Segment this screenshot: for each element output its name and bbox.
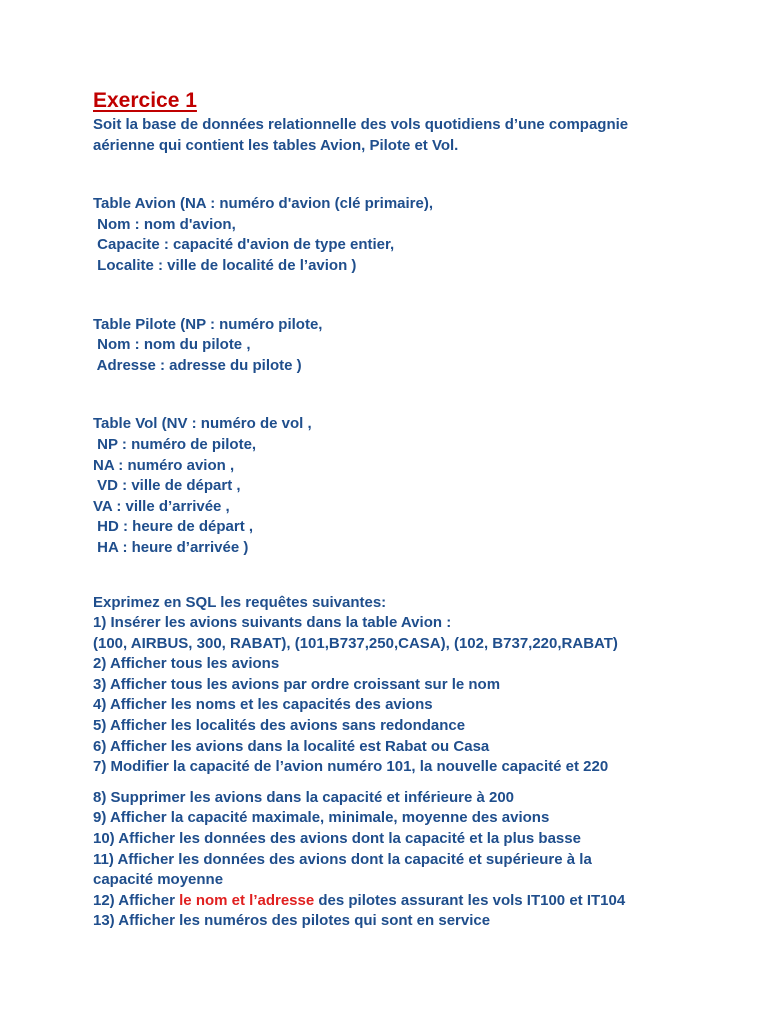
q12-before: 12) Afficher <box>93 891 180 909</box>
table-vol-line: HA : heure d’arrivée ) <box>93 538 249 556</box>
table-vol-line: NA : numéro avion , <box>93 456 235 474</box>
question-item: 5) Afficher les localités des avions sans redondance <box>93 717 466 735</box>
q12-highlight: le nom et l’adresse <box>179 891 315 909</box>
question-item: 2) Afficher tous les avions <box>93 655 280 673</box>
table-avion-line: Table Avion (NA : numéro d'avion (clé primaire), <box>93 195 434 213</box>
intro-line: Soit la base de données relationnelle des vols quotidiens d’une compagnie <box>93 116 629 133</box>
question-item: 7) Modifier la capacité de l’avion numéro 101, la nouvelle capacité et 220 <box>93 758 609 776</box>
question-item: 1) Insérer les avions suivants dans la table Avion : <box>93 614 452 632</box>
table-avion-line: Localite : ville de localité de l’avion ) <box>93 256 357 274</box>
table-vol-line: NP : numéro de pilote, <box>93 435 257 453</box>
intro-line: aérienne qui contient les tables Avion, Pilote et Vol. <box>93 136 459 154</box>
table-vol-line: VD : ville de départ , <box>93 477 241 495</box>
table-avion-line: Capacite : capacité d'avion de type entier, <box>93 236 395 254</box>
table-avion-line: Nom : nom d'avion, <box>93 215 236 233</box>
table-vol-line: VA : ville d’arrivée , <box>93 497 230 515</box>
question-item-13: 13) Afficher les numéros des pilotes qui sont en service <box>93 912 491 930</box>
exercise-content <box>93 88 733 932</box>
question-item: 10) Afficher les données des avions dont la capacité et la plus basse <box>93 830 581 848</box>
question-item: 3) Afficher tous les avions par ordre croissant sur le nom <box>93 675 501 693</box>
table-vol-line: HD : heure de départ , <box>93 518 254 536</box>
exercise-title: Exercice 1 <box>93 89 197 112</box>
question-item: (100, AIRBUS, 300, RABAT), (101,B737,250,CASA), (102, B737,220,RABAT) <box>93 634 618 652</box>
questions-heading: Exprimez en SQL les requêtes suivantes: <box>93 593 387 611</box>
question-item: capacité moyenne <box>93 871 224 889</box>
question-item-12 <box>93 891 733 912</box>
table-pilote-line: Table Pilote (NP : numéro pilote, <box>93 315 323 333</box>
q12-after: des pilotes assurant les vols IT100 et IT104 <box>314 891 626 909</box>
table-pilote-line: Nom : nom du pilote , <box>93 336 251 354</box>
question-item: 6) Afficher les avions dans la localité est Rabat ou Casa <box>93 737 490 755</box>
question-item: 4) Afficher les noms et les capacités des avions <box>93 696 433 714</box>
question-item: 11) Afficher les données des avions dont la capacité et supérieure à la <box>93 850 592 868</box>
table-pilote-line: Adresse : adresse du pilote ) <box>93 356 302 374</box>
question-item: 9) Afficher la capacité maximale, minimale, moyenne des avions <box>93 809 550 827</box>
question-item: 8) Supprimer les avions dans la capacité et inférieure à 200 <box>93 788 515 806</box>
table-vol-line: Table Vol (NV : numéro de vol , <box>93 415 312 433</box>
